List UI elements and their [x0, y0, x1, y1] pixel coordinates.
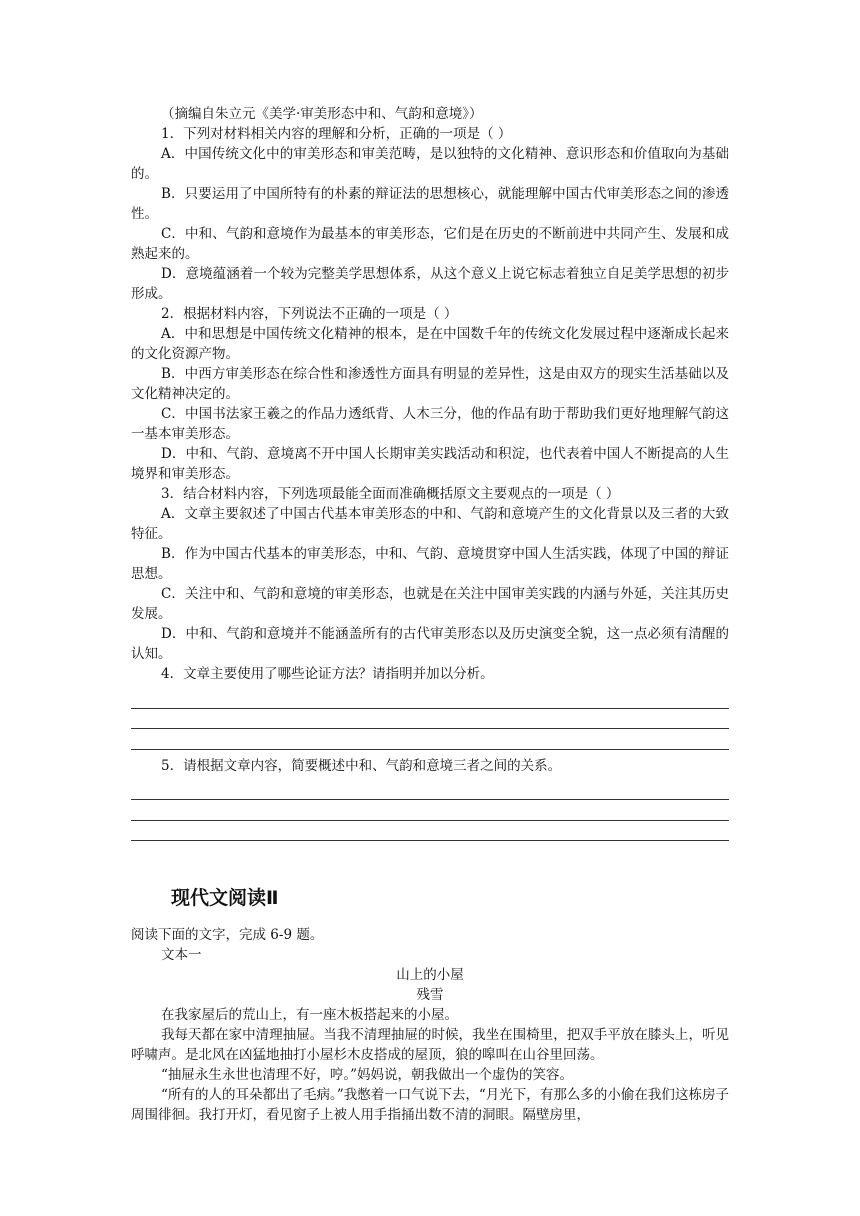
question-2-option-c: C．中国书法家王羲之的作品力透纸背、人木三分，他的作品有助于帮助我们更好地理解气韵这一基本审美形态。: [131, 406, 729, 442]
story-paragraph: “抽屉永生永世也清理不好，哼。”妈妈说，朝我做出一个虚伪的笑容。: [161, 1067, 574, 1083]
question-1-stem: 1．下列对材料相关内容的理解和分析，正确的一项是（ ）: [161, 126, 512, 142]
story-paragraph: 我每天都在家中清理抽屉。当我不清理抽屉的时候，我坐在围椅里，把双手平放在膝头上，听见呼啸声。是北风在凶猛地抽打小屋杉木皮搭成的屋顶，狼的嗥叫在山谷里回荡。: [131, 1027, 729, 1063]
question-3-option-c: C．关注中和、气韵和意境的审美形态，也就是在关注中国审美实践的内涵与外延，关注其历史发展。: [131, 586, 729, 622]
question-3-option-d: D．中和、气韵和意境并不能涵盖所有的古代审美形态以及历史演变全貌，这一点必须有清醒的认知。: [131, 626, 729, 662]
content: [131, 104, 729, 1125]
question-2-stem: 2．根据材料内容，下列说法不正确的一项是（ ）: [161, 306, 458, 322]
source-citation: （摘编自朱立元《美学·审美形态中和、气韵和意境》）: [161, 106, 483, 122]
question-3-option-a: A．文章主要叙述了中国古代基本审美形态的中和、气韵和意境产生的文化背景以及三者的大致特征。: [131, 506, 729, 542]
story-title: 山上的小屋: [396, 967, 464, 983]
answer-line: [131, 688, 729, 709]
section-title: 现代文阅读Ⅱ: [171, 887, 279, 909]
question-4-stem: 4．文章主要使用了哪些论证方法？请指明并加以分析。: [161, 666, 494, 682]
story-paragraph: 在我家屋后的荒山上，有一座木板搭起来的小屋。: [161, 1007, 458, 1023]
answer-line: [131, 780, 729, 801]
question-1-option-c: C．中和、气韵和意境作为最基本的审美形态，它们是在历史的不断前进中共同产生、发展和成熟起来的。: [131, 226, 729, 262]
answer-lines-q5: [131, 780, 729, 842]
text-label: 文本一: [161, 947, 202, 963]
question-2-option-a: A．中和思想是中国传统文化精神的根本，是在中国数千年的传统文化发展过程中逐渐成长起来的文化资源产物。: [131, 326, 729, 362]
answer-line: [131, 729, 729, 750]
question-3-stem: 3．结合材料内容，下列选项最能全面而准确概括原文主要观点的一项是（ ）: [161, 486, 620, 502]
question-1-option-a: A．中国传统文化中的审美形态和审美范畴，是以独特的文化精神、意识形态和价值取向为基础的。: [131, 146, 729, 182]
story-paragraph: “所有的人的耳朵都出了毛病。”我憋着一口气说下去，“月光下，有那么多的小偷在我们这栋房子周围徘徊。我打开灯，看见窗子上被人用手指捅出数不清的洞眼。隔壁房里，: [131, 1087, 729, 1123]
answer-line: [131, 800, 729, 821]
answer-line: [131, 709, 729, 730]
question-2-option-d: D．中和、气韵、意境离不开中国人长期审美实践活动和积淀，也代表着中国人不断提高的人生境界和审美形态。: [131, 446, 729, 482]
question-3-option-b: B．作为中国古代基本的审美形态，中和、气韵、意境贯穿中国人生活实践，体现了中国的辩证思想。: [131, 546, 729, 582]
question-5-stem: 5．请根据文章内容，简要概述中和、气韵和意境三者之间的关系。: [161, 757, 562, 774]
answer-lines-q4: [131, 688, 729, 750]
reading-instruction: 阅读下面的文字，完成 6-9 题。: [131, 927, 324, 943]
story-author: 残雪: [416, 987, 444, 1003]
question-2-option-b: B．中西方审美形态在综合性和渗透性方面具有明显的差异性，这是由双方的现实生活基础以及文化精神决定的。: [131, 366, 729, 402]
answer-line: [131, 821, 729, 842]
question-1-option-d: D．意境蕴涵着一个较为完整美学思想体系，从这个意义上说它标志着独立自足美学思想的初步形成。: [131, 266, 729, 302]
question-1-option-b: B．只要运用了中国所特有的朴素的辩证法的思想核心，就能理解中国古代审美形态之间的渗透性。: [131, 186, 729, 222]
